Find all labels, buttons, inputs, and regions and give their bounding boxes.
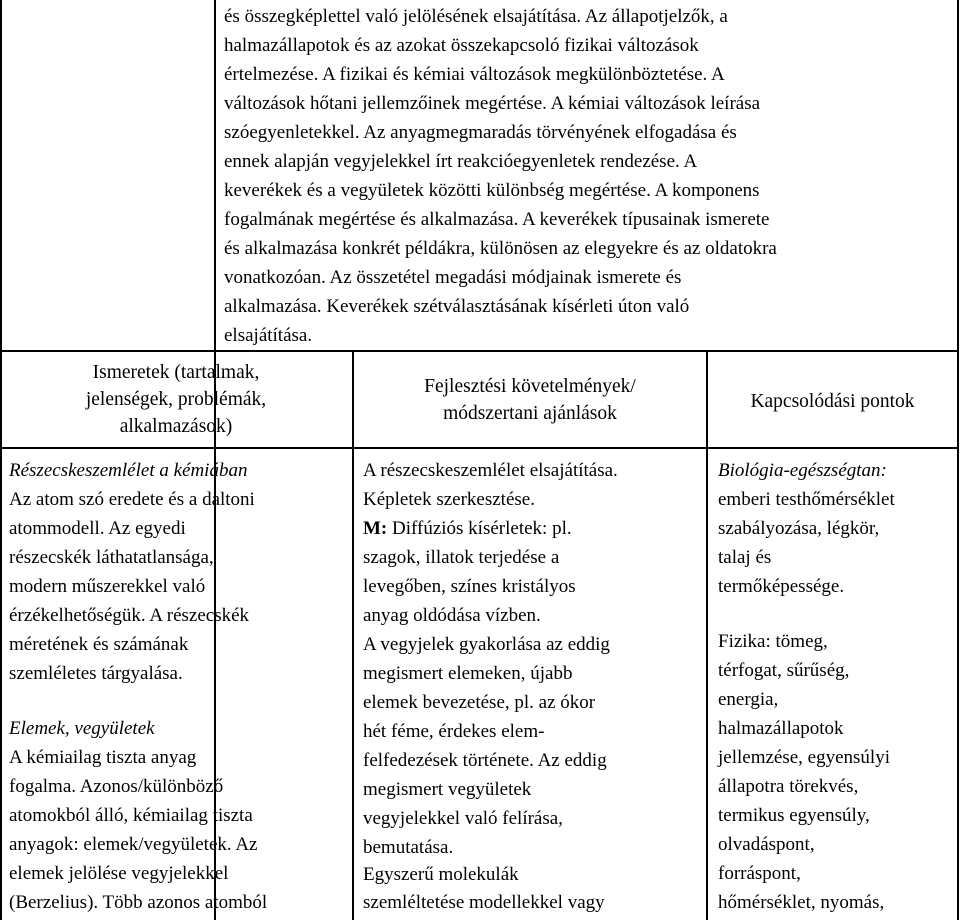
header-line: módszertani ajánlások <box>443 403 617 424</box>
method-label: M: <box>363 518 388 539</box>
column-divider-3 <box>706 350 708 920</box>
goals-line: keverékek és a vegyületek közötti különbség megértése. A komponens <box>224 180 760 201</box>
section-title-elements: Elemek, vegyületek <box>9 718 155 739</box>
goals-line: elsajátítása. <box>224 325 313 346</box>
goals-line: változások hőtani jellemzőinek megértése. A kémiai változások leírása <box>224 93 761 114</box>
col3-line: olvadáspont, <box>718 834 815 855</box>
col1-line: modern műszerekkel való <box>9 576 206 597</box>
goals-line: vonatkozóan. Az összetétel megadási módjainak ismerete és <box>224 267 682 288</box>
goals-line: alkalmazása. Keverékek szétválasztásának kísérleti úton való <box>224 296 690 317</box>
col3-line: halmazállapotok <box>718 718 844 739</box>
col3-line: termőképessége. <box>718 576 845 597</box>
col2-line: megismert vegyületek <box>363 779 532 800</box>
section-title-particles: Részecskeszemlélet a kémiában <box>9 460 248 481</box>
col1-line: A kémiailag tiszta anyag <box>9 747 197 768</box>
col2-line: hét féme, érdekes elem- <box>363 721 545 742</box>
col2-line: szagok, illatok terjedése a <box>363 547 560 568</box>
header-line: alkalmazások) <box>119 416 233 437</box>
col1-line: atomokból álló, kémiailag tiszta <box>9 805 253 826</box>
goals-line: fogalmának megértése és alkalmazása. A keverékek típusainak ismerete <box>224 209 770 230</box>
col2-method-line <box>363 514 572 543</box>
col2-line: elemek bevezetése, pl. az ókor <box>363 692 596 713</box>
col1-line: atommodell. Az egyedi <box>9 518 186 539</box>
col1-line: Az atom szó eredete és a daltoni <box>9 489 255 510</box>
table-border-right <box>957 0 959 920</box>
col2-line: bemutatása. <box>363 837 454 858</box>
method-text: Diffúziós kísérletek: pl. <box>387 518 572 539</box>
col1-line: részecskék láthatatlansága, <box>9 547 214 568</box>
col1-line: anyagok: elemek/vegyületek. Az <box>9 834 258 855</box>
goals-line: ennek alapján vegyjelekkel írt reakcióegyenletek rendezése. A <box>224 151 698 172</box>
header-line: Fejlesztési követelmények/ <box>424 376 636 397</box>
table-border-left <box>0 0 2 920</box>
col2-line: vegyjelekkel való felírása, <box>363 808 563 829</box>
col2-line: levegőben, színes kristályos <box>363 576 576 597</box>
goals-line: és alkalmazása konkrét példákra, különösen az elegyekre és az oldatokra <box>224 238 777 259</box>
column-divider-2 <box>352 350 354 920</box>
col3-line: hőmérséklet, nyomás, <box>718 892 885 913</box>
col2-line: megismert elemeken, újabb <box>363 663 573 684</box>
goals-line: szóegyenletekkel. Az anyagmegmaradás törvényének elfogadása és <box>224 122 737 143</box>
col1-line: (Berzelius). Több azonos atomból <box>9 892 268 913</box>
col3-line: talaj és <box>718 547 772 568</box>
col1-line: elemek jelölése vegyjelekkel <box>9 863 229 884</box>
goals-line: és összegképlettel való jelölésének elsajátítása. Az állapotjelzők, a <box>224 6 728 27</box>
goals-line: halmazállapotok és az azokat összekapcsoló fizikai változások <box>224 35 699 56</box>
col2-line: felfedezések története. Az eddig <box>363 750 607 771</box>
col2-line: A vegyjelek gyakorlása az eddig <box>363 634 610 655</box>
col3-line: forráspont, <box>718 863 801 884</box>
col3-line: energia, <box>718 689 779 710</box>
col3-line: emberi testhőmérséklet <box>718 489 895 510</box>
col3-line: termikus egyensúly, <box>718 805 870 826</box>
subject-physics-line: Fizika: tömeg, <box>718 631 828 652</box>
col3-line: jellemzése, egyensúlyi <box>718 747 890 768</box>
col1-line: fogalma. Azonos/különböző <box>9 776 224 797</box>
subject-biology: Biológia-egészségtan: <box>718 460 887 481</box>
row-divider-header <box>0 447 959 449</box>
col1-line: érzékelhetőségük. A részecskék <box>9 605 250 626</box>
goals-line: értelmezése. A fizikai és kémiai változások megkülönböztetése. A <box>224 64 725 85</box>
col3-line: térfogat, sűrűség, <box>718 660 850 681</box>
col3-line: szabályozása, légkör, <box>718 518 880 539</box>
col2-line: A részecskeszemlélet elsajátítása. <box>363 460 618 481</box>
header-line: Kapcsolódási pontok <box>750 391 915 412</box>
col2-line: szemléltetése modellekkel vagy <box>363 892 605 913</box>
header-line: Ismeretek (tartalmak, <box>92 362 260 383</box>
row-divider-top <box>0 350 959 352</box>
col3-line: állapotra törekvés, <box>718 776 859 797</box>
col2-line: Egyszerű molekulák <box>363 864 519 885</box>
col2-line: anyag oldódása vízben. <box>363 605 541 626</box>
col1-line: méretének és számának <box>9 634 189 655</box>
col1-line: szemléletes tárgyalása. <box>9 663 183 684</box>
header-line: jelenségek, problémák, <box>85 389 267 410</box>
col2-line: Képletek szerkesztése. <box>363 489 535 510</box>
